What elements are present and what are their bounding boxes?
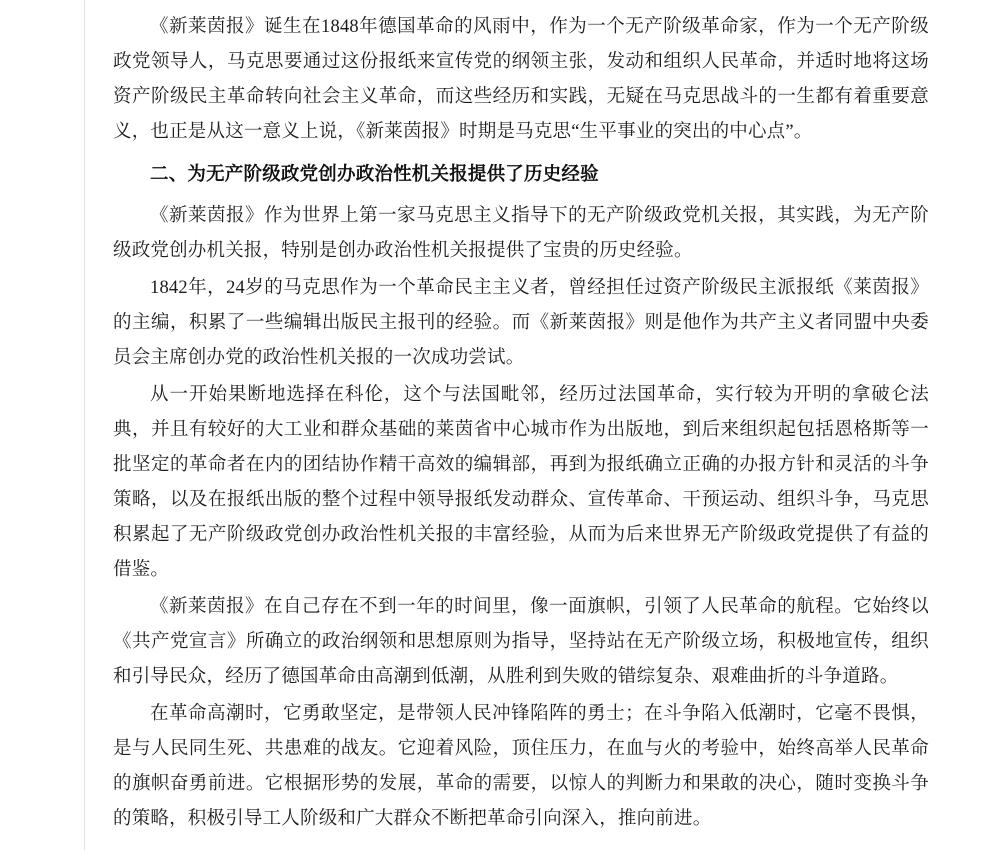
paragraph-6: 在革命高潮时，它勇敢坚定，是带领人民冲锋陷阵的勇士；在斗争陷入低潮时，它毫不畏惧，是与人民同生死、共患难的战友。它迎着风险，顶住压力，在血与火的考验中，始终高举人民革命的旗帜奋勇前进。它根据形势的发展，革命的需要，以惊人的判断力和果敢的决心，随时变换斗争的策略，积极引导工人阶级和广大群众不断把革命引向深入，推向前进。 [113,704,929,829]
paragraph-3: 1842年，24岁的马克思作为一个革命民主主义者，曾经担任过资产阶级民主派报纸《莱茵报》的主编，积累了一些编辑出版民主报刊的经验。而《新莱茵报》则是他作为共产主义者同盟中央委员会主席创办党的政治性机关报的一次成功尝试。 [113,278,929,368]
paragraph-1: 《新莱茵报》诞生在1848年德国革命的风雨中，作为一个无产阶级革命家，作为一个无产阶级政党领导人，马克思要通过这份报纸来宣传党的纲领主张，发动和组织人民革命，并适时地将这场资产阶级民主革命转向社会主义革命，而这些经历和实践，无疑在马克思战斗的一生都有着重要意义，也正是从这一意义上说，《新莱茵报》时期是马克思“生平事业的突出的中心点”。 [113,17,929,142]
paragraph-4: 从一开始果断地选择在科伦，这个与法国毗邻，经历过法国革命，实行较为开明的拿破仑法典，并且有较好的大工业和群众基础的莱茵省中心城市作为出版地，到后来组织起包括恩格斯等一批坚定的革命者在内的团结协作精干高效的编辑部，再到为报纸确立正确的办报方针和灵活的斗争策略，以及在报纸出版的整个过程中领导报纸发动群众、宣传革命、干预运动、组织斗争，马克思积累起了无产阶级政党创办政治性机关报的丰富经验，从而为后来世界无产阶级政党提供了有益的借鉴。 [113,385,929,580]
section-heading-2: 二、为无产阶级政党创办政治性机关报提供了历史经验 [150,165,599,185]
document-body [85,0,991,839]
page-left-margin-rule [0,0,85,850]
paragraph-2: 《新莱茵报》作为世界上第一家马克思主义指导下的无产阶级政党机关报，其实践，为无产阶级政党创办机关报，特别是创办政治性机关报提供了宝贵的历史经验。 [113,206,929,261]
paragraph-5: 《新莱茵报》在自己存在不到一年的时间里，像一面旗帜，引领了人民革命的航程。它始终以《共产党宣言》所确立的政治纲领和思想原则为指导，坚持站在无产阶级立场，积极地宣传，组织和引导民众，经历了德国革命由高潮到低潮，从胜利到失败的错综复杂、艰难曲折的斗争道路。 [113,597,929,687]
